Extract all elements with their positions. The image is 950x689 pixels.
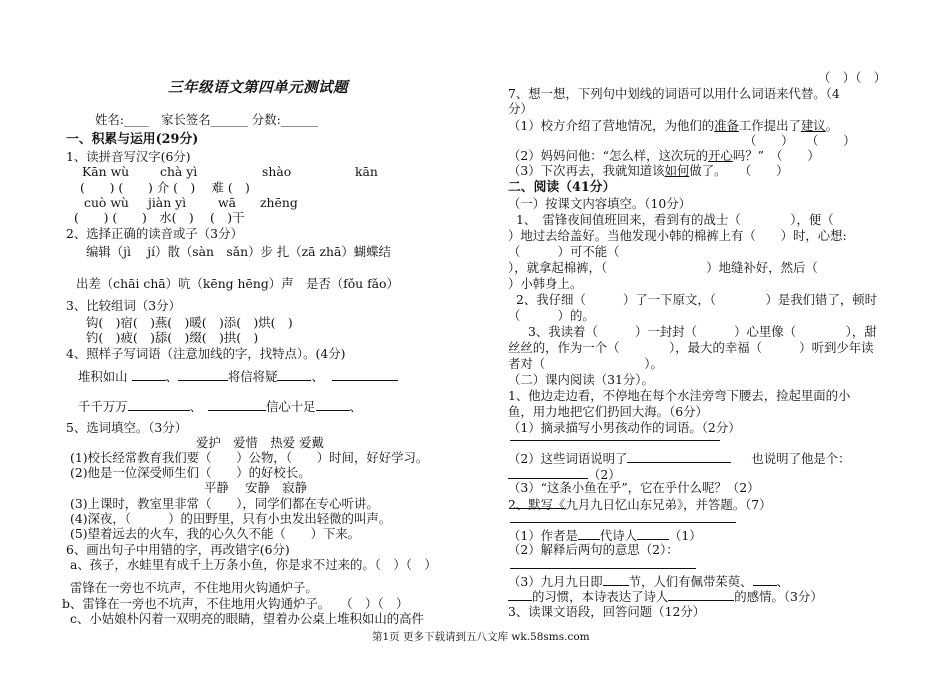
pinyin: jiàn yì: [148, 195, 187, 210]
reading-2-line-1: 2、我仔细（ ）了一下原文，（ ）是我们错了，顿时: [516, 292, 878, 307]
passage-1-q3: （3）“这条小鱼在乎”，它在乎什么呢？（2）: [508, 480, 760, 495]
question-5-sentence-2: (2)他是一位深受师生们（ ）的好校长。: [70, 465, 311, 480]
underlined-word: 开心: [708, 148, 733, 163]
underlined-word: 准备: [714, 118, 739, 133]
underlined-word: 如何: [664, 163, 690, 178]
example-word: 堆积如山: [78, 369, 128, 384]
reading-part-1: （一）按课文内容填空。（10分）: [508, 196, 692, 211]
question-4: 4、照样子写词语（注意加线的字，找特点）。(4分): [66, 346, 346, 361]
question-6-c: c、小姑娘朴闪着一双明亮的眼睛，望着办公桌上堆积如山的高件: [70, 611, 424, 626]
reading-2-line-2: （ ）的。: [508, 308, 595, 323]
section-2-heading: 二、阅读（41分）: [508, 180, 616, 195]
question-1: 1、读拼音写汉字(6分): [66, 149, 191, 164]
pinyin: wā: [218, 195, 236, 210]
passage-1-q1: （1）摘录描写小男孩动作的词语。（2分）: [508, 420, 741, 435]
question-7-sentence-2: （2）妈妈问他：“怎么样，这次玩的开心吗？” （ ）: [508, 148, 820, 163]
question-6-a: a、孩子，水蛙里有成千上万条小鱼，你是求不过来的。（ ）（ ）: [70, 557, 437, 572]
passage-2-q3: （3）九月九日即 节，人们有佩带茱萸、 、: [508, 574, 789, 589]
passage-1-q2-cont: （2）: [508, 466, 621, 482]
question-7-brackets-1: （ ） （ ）: [744, 133, 856, 148]
question-3-line-2: 钓( )疲( )舔( )缀( )拱( ): [86, 330, 259, 345]
question-5-sentence-5: (5)望着远去的火车，我的心久久不能（ ）下来。: [70, 526, 361, 541]
passage-2-q1: （1）作者是 代诗人 （1）: [508, 528, 702, 543]
page-footer: 第1页 更多下载请到五八文库 wk.58sms.com: [372, 631, 590, 643]
answer-brackets-2: ( ) ( ) 水( ) ( )干: [74, 210, 245, 225]
pinyin: Kān wù: [82, 164, 130, 179]
reading-3-line-2: 丝丝的，作为一个（ ），最大的幸福（ ）听到少年读: [508, 340, 874, 355]
question-7-sentence-1: （1）校方介绍了营地情况，为他们的准备工作提出了建议。: [508, 118, 839, 133]
underlined-word: 建议: [800, 118, 826, 133]
question-3: 3、比较组词（3分）: [66, 298, 181, 313]
question-2-line-1: 编辑（jì jí）散（sàn sǎn）步 扎（zā zhā）蝴蝶结: [86, 244, 391, 259]
passage-1-q2: （2）这些词语说明了 也说明了他是个：: [508, 451, 851, 466]
question-5-sentence-4: (4)深夜，（ ）的田野里，只有小虫发出轻微的叫声。: [70, 511, 392, 526]
top-answer-brackets: （ ）（ ）: [818, 70, 887, 85]
passage-2-q3-cont: 的习惯，本诗表达了诗人 的感情。（3分）: [508, 588, 823, 604]
reading-1-line-1: 1、 雷锋夜间值班回来，看到有的战士（ ），便（: [516, 212, 834, 227]
answer-brackets-1: ( ) ( ) 介 ( ) 难 ( ): [80, 180, 250, 195]
page-title: 三年级语文第四单元测试题: [168, 79, 348, 96]
question-5-sentence-3: (3)上课时，教室里非常（ ），同学们都在专心听讲。: [70, 496, 379, 511]
question-7: 7、想一想，下列句中划线的词语可以用什么词语来代替。（4: [508, 86, 840, 101]
section-1-heading: 一、积累与运用(29分): [66, 132, 199, 147]
word-options-1: 爱护 爱惜 热爱 爱戴: [196, 435, 324, 450]
passage-2-q2: （2）解释后两句的意思（2）：: [508, 542, 679, 557]
question-5: 5、选词填空。（3分）: [66, 420, 188, 435]
example-word: 千千万万: [78, 399, 128, 414]
question-6-b-line-2: [62, 596, 408, 611]
passage-2: 2、默写《九月九日忆山东兄弟》，并答题。（7）: [508, 497, 772, 512]
reading-3: 3、读课文语段，回答问题（12分）: [508, 604, 706, 619]
reading-3-line-1: 3、我读着（ ）一封封（ ）心里像（ ），甜: [528, 324, 877, 339]
word-options-2: 平静 安静 寂静: [204, 480, 308, 495]
answer-line: [510, 568, 696, 569]
reading-3-line-3: 者对（ ）。: [508, 356, 663, 371]
reading-1-line-5: ）小韩身上。: [508, 276, 583, 291]
answer-line: [510, 522, 736, 523]
header-fields: 姓名:____ 家长签名______ 分数:______: [95, 112, 318, 127]
question-6: 6、画出句子中用错的字，再改错字(6分): [66, 542, 290, 557]
pinyin: kān: [355, 164, 378, 179]
question-4-row-2: 千千万万 、 信心十足 、: [78, 399, 362, 414]
reading-1-line-3: （ ）可不能（: [508, 244, 620, 259]
reading-1-line-4: ），就拿起棉裤，（ ）地缝补好，然后（: [508, 260, 818, 275]
question-7-sentence-3: （3）下次再去，我就知道该如何做了。 （ ）: [508, 163, 789, 178]
passage-1-line-1: 1、他边走边看，不停地在每个水洼旁弯下腰去，捡起里面的小: [508, 388, 851, 403]
pinyin: zhēng: [260, 195, 298, 210]
question-7-cont: 分）: [508, 101, 533, 116]
question-6-b: 雷锋在一旁也不坑声，不住地用火钩通炉子。: [70, 580, 318, 595]
pinyin: shào: [262, 164, 292, 179]
pinyin: cuò wù: [84, 195, 129, 210]
question-2: 2、选择正确的读音或子（3分）: [66, 226, 243, 241]
question-4-row-1: 堆积如山 、 将信将疑 、: [78, 368, 398, 384]
question-2-line-2: 出差（chāi chā）吭（kēng hēng）声 是否（fǒu fǎo）: [76, 276, 399, 291]
reading-part-2: （二）课内阅读（31分）。: [508, 372, 654, 387]
passage-1-line-2: 鱼，用力地把它们扔回大海。（6分）: [508, 404, 708, 419]
example-word: 信心十足: [265, 399, 316, 414]
pinyin: chà yì: [160, 164, 198, 179]
question-5-sentence-1: (1)校长经常教育我们要（ ）公物，（ ）时间，好好学习。: [70, 450, 429, 465]
question-3-line-1: 钩( )宿( )燕( )暖( )添( )烘( ): [86, 315, 293, 330]
answer-line: [510, 440, 720, 441]
reading-1-line-2: ）地过去给盖好。当他发现小韩的棉裤上有（ ）时，心想:: [508, 228, 847, 243]
example-word: 将信将疑: [227, 369, 278, 384]
question-6-b-text: b、雷锋在一旁也不坑声，不住地用火钩通炉子。 （ ）（ ）: [62, 596, 409, 611]
